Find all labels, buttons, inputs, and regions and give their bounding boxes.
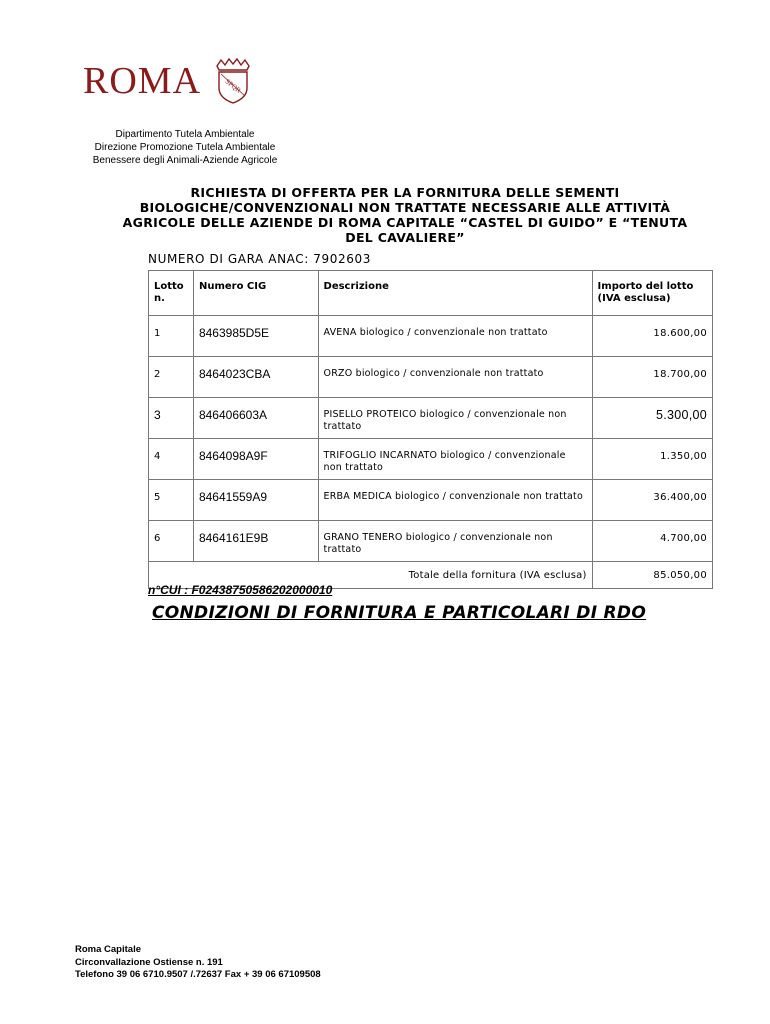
header-cig: Numero CIG bbox=[193, 271, 318, 316]
cell-importo: 5.300,00 bbox=[592, 398, 712, 439]
cell-cig: 846406603A bbox=[193, 398, 318, 439]
cell-cig: 8464023CBA bbox=[193, 357, 318, 398]
cell-lotto: 1 bbox=[149, 316, 194, 357]
cell-lotto: 4 bbox=[149, 439, 194, 480]
cell-descrizione: TRIFOGLIO INCARNATO biologico / convenzionale non trattato bbox=[318, 439, 592, 480]
department-line: Direzione Promozione Tutela Ambientale bbox=[94, 142, 276, 153]
table-row bbox=[149, 316, 713, 357]
department-line: Benessere degli Animali-Aziende Agricole bbox=[92, 155, 278, 166]
table-row bbox=[149, 357, 713, 398]
cell-lotto: 2 bbox=[149, 357, 194, 398]
cell-importo: 18.600,00 bbox=[592, 316, 712, 357]
roma-crest-icon bbox=[213, 58, 253, 104]
footer-address bbox=[75, 944, 321, 982]
roma-logo-text: ROMA bbox=[83, 60, 202, 102]
department-line: Dipartimento Tutela Ambientale bbox=[115, 129, 255, 140]
cell-lotto: 3 bbox=[149, 398, 194, 439]
table-row bbox=[149, 439, 713, 480]
department-block bbox=[70, 128, 300, 167]
cell-cig: 8463985D5E bbox=[193, 316, 318, 357]
title-line: DEL CAVALIERE” bbox=[345, 230, 465, 245]
cell-descrizione: ERBA MEDICA biologico / convenzionale non trattato bbox=[318, 480, 592, 521]
total-value: 85.050,00 bbox=[592, 562, 712, 589]
table-header-row bbox=[149, 271, 713, 316]
cell-importo: 1.350,00 bbox=[592, 439, 712, 480]
crest-lettering: SPQR bbox=[223, 77, 243, 95]
table-row bbox=[149, 398, 713, 439]
header-importo: Importo del lotto (IVA esclusa) bbox=[592, 271, 712, 316]
cell-cig: 8464098A9F bbox=[193, 439, 318, 480]
cell-descrizione: AVENA biologico / convenzionale non trattato bbox=[318, 316, 592, 357]
cui-code: n°CUI : F02438750586202000010 bbox=[148, 583, 333, 597]
footer-line: Roma Capitale bbox=[75, 944, 141, 955]
conditions-heading: CONDIZIONI DI FORNITURA E PARTICOLARI DI RDO bbox=[152, 603, 647, 623]
title-line: RICHIESTA DI OFFERTA PER LA FORNITURA DELLE SEMENTI bbox=[190, 185, 620, 200]
cell-cig: 84641559A9 bbox=[193, 480, 318, 521]
footer-line: Telefono 39 06 6710.9507 /.72637 Fax + 39 06 67109508 bbox=[75, 969, 321, 980]
cell-lotto: 5 bbox=[149, 480, 194, 521]
cell-descrizione: GRANO TENERO biologico / convenzionale non trattato bbox=[318, 521, 592, 562]
cell-descrizione: PISELLO PROTEICO biologico / convenzionale non trattato bbox=[318, 398, 592, 439]
gara-number: NUMERO DI GARA ANAC: 7902603 bbox=[148, 252, 371, 266]
title-line: BIOLOGICHE/CONVENZIONALI NON TRATTATE NECESSARIE ALLE ATTIVITÀ bbox=[139, 200, 671, 215]
header-lotto: Lotto n. bbox=[149, 271, 194, 316]
cell-lotto: 6 bbox=[149, 521, 194, 562]
cell-cig: 8464161E9B bbox=[193, 521, 318, 562]
document-title bbox=[110, 185, 700, 245]
table-row bbox=[149, 521, 713, 562]
cell-importo: 4.700,00 bbox=[592, 521, 712, 562]
cell-descrizione: ORZO biologico / convenzionale non trattato bbox=[318, 357, 592, 398]
table-row bbox=[149, 480, 713, 521]
lots-table bbox=[148, 270, 713, 589]
cell-importo: 18.700,00 bbox=[592, 357, 712, 398]
total-label: Totale della fornitura (IVA esclusa) bbox=[149, 562, 593, 589]
title-line: AGRICOLE DELLE AZIENDE DI ROMA CAPITALE “CASTEL DI GUIDO” E “TENUTA bbox=[122, 215, 688, 230]
footer-line: Circonvallazione Ostiense n. 191 bbox=[75, 956, 223, 968]
cell-importo: 36.400,00 bbox=[592, 480, 712, 521]
header-descrizione: Descrizione bbox=[318, 271, 592, 316]
